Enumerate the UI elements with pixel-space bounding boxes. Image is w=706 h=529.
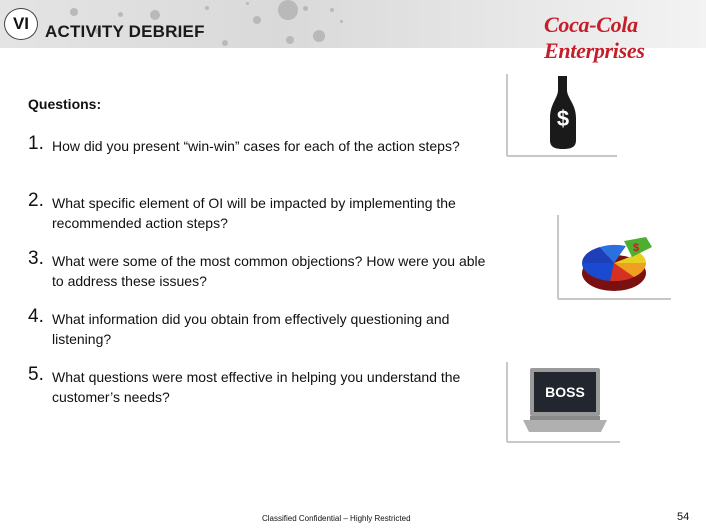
- question-item: [28, 248, 498, 291]
- pie-symbol: $: [632, 242, 640, 254]
- question-item: [28, 306, 498, 349]
- question-number: 5.: [28, 364, 44, 385]
- bottle-dollar-icon: [505, 74, 617, 158]
- question-number: 1.: [28, 133, 44, 154]
- question-item: [28, 190, 498, 233]
- bottle-picture: [505, 74, 617, 158]
- question-text: What information did you obtain from effectively questioning and listening?: [52, 311, 450, 347]
- question-text: How did you present “win-win” cases for each of the action steps?: [52, 138, 460, 154]
- question-text: What were some of the most common objections? How were you able to address these issues?: [52, 253, 486, 289]
- question-item: [28, 364, 498, 407]
- question-number: 3.: [28, 248, 44, 269]
- pie-picture: [556, 215, 671, 300]
- questions-heading: Questions:: [28, 96, 102, 112]
- question-number: 2.: [28, 190, 44, 211]
- page-number: 54: [677, 511, 690, 523]
- question-text: What specific element of OI will be impacted by implementing the recommended action steps?: [52, 195, 456, 231]
- classification-footer: Classified Confidential – Highly Restricted: [262, 514, 411, 523]
- laptop-picture: [505, 362, 620, 444]
- bottle-symbol: $: [556, 106, 570, 131]
- section-number-badge: VI: [4, 8, 38, 40]
- question-text: What questions were most effective in helping you understand the customer’s needs?: [52, 369, 461, 405]
- pie-chart-icon: [556, 215, 671, 300]
- question-item: [28, 133, 498, 157]
- logo-text: Coca-Cola Enterprises: [544, 12, 645, 63]
- question-number: 4.: [28, 306, 44, 327]
- coca-cola-logo: [544, 12, 706, 64]
- laptop-boss-icon: [505, 362, 620, 444]
- page-title: ACTIVITY DEBRIEF: [45, 22, 205, 41]
- laptop-screen-text: BOSS: [545, 384, 585, 400]
